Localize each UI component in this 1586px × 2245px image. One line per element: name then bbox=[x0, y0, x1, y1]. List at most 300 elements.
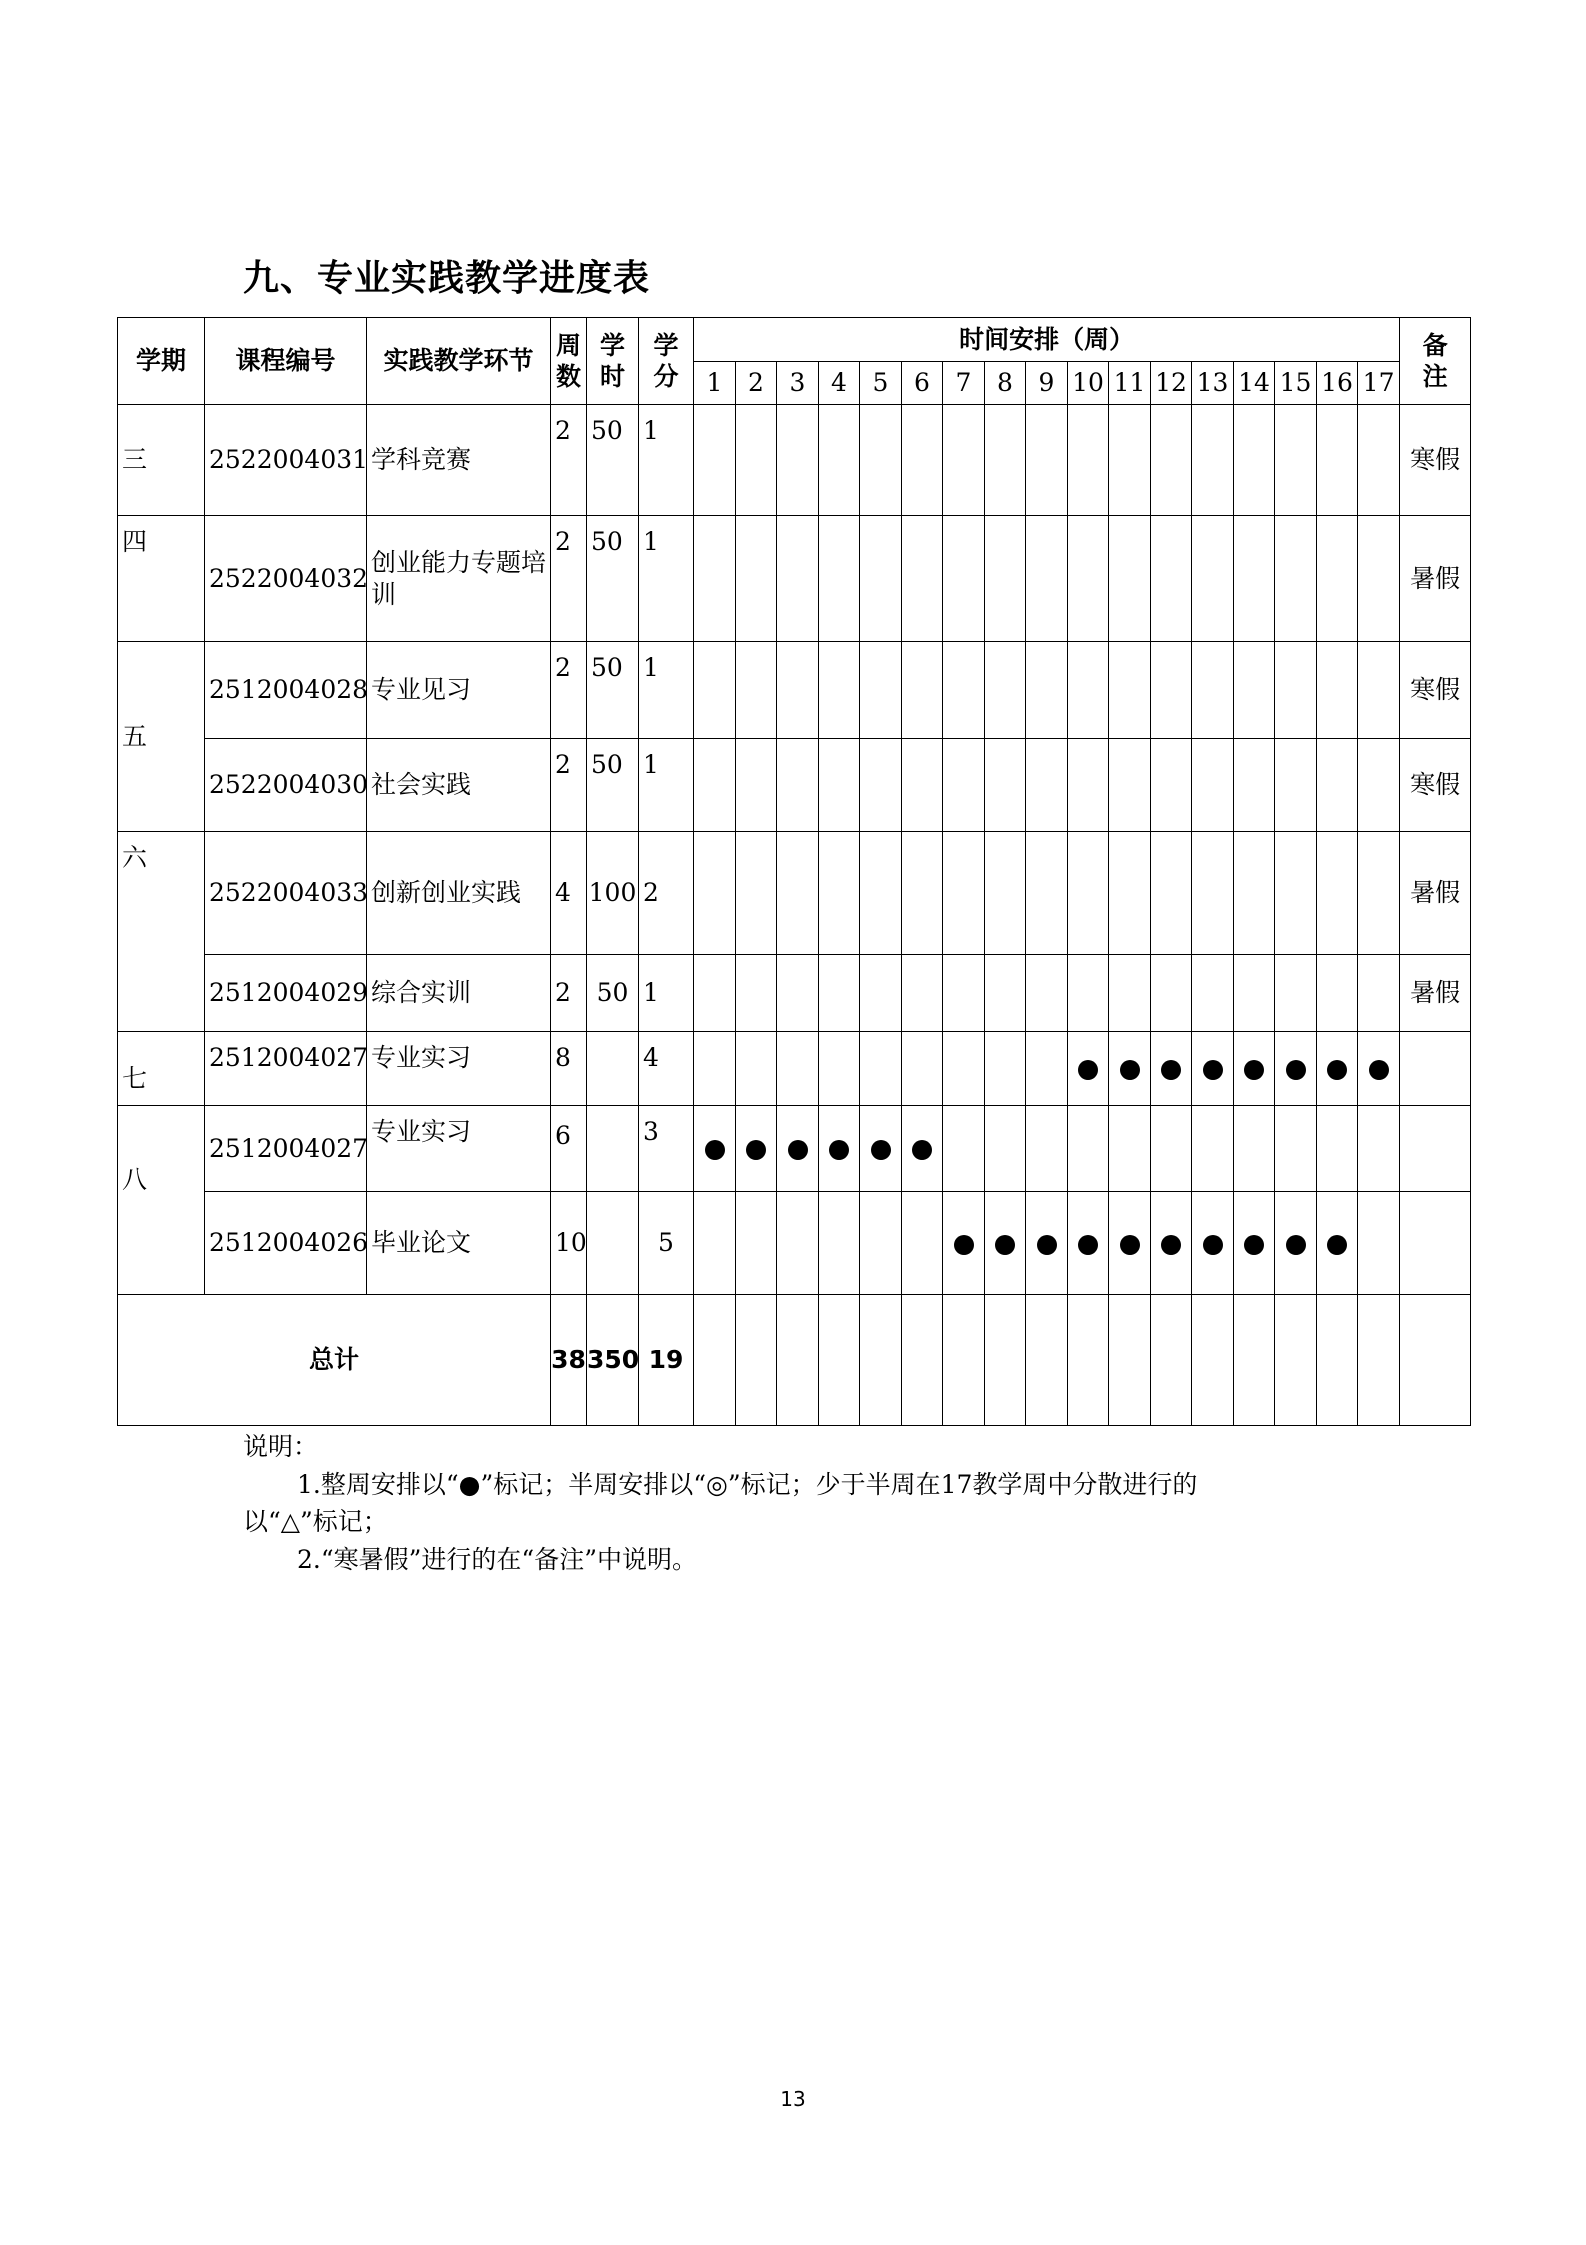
total-hours: 350 bbox=[587, 1295, 639, 1426]
week-cell bbox=[694, 516, 736, 642]
week-cell bbox=[943, 405, 985, 516]
week-cell bbox=[777, 1295, 819, 1426]
full-week-dot-icon bbox=[954, 1235, 974, 1255]
week-cell bbox=[985, 1106, 1026, 1192]
week-cell bbox=[860, 642, 902, 739]
week-cell bbox=[1151, 516, 1192, 642]
week-cell bbox=[1234, 739, 1275, 832]
week-cell bbox=[860, 1106, 902, 1192]
week-cell bbox=[985, 516, 1026, 642]
table-row bbox=[118, 832, 1471, 955]
remark-cell: 暑假 bbox=[1400, 955, 1471, 1032]
week-cell bbox=[1151, 955, 1192, 1032]
week-cell bbox=[1317, 1295, 1358, 1426]
credits-cell: 1 bbox=[639, 955, 694, 1032]
notes-section bbox=[243, 1428, 1403, 1578]
week-cell bbox=[1275, 832, 1317, 955]
week-cell bbox=[860, 1032, 902, 1106]
week-cell bbox=[777, 739, 819, 832]
week-cell bbox=[1358, 1295, 1400, 1426]
week-cell bbox=[1317, 739, 1358, 832]
week-cell bbox=[1026, 405, 1068, 516]
full-week-dot-icon bbox=[1203, 1235, 1223, 1255]
week-cell bbox=[1109, 1032, 1151, 1106]
week-cell bbox=[736, 1192, 777, 1295]
week-cell bbox=[736, 955, 777, 1032]
full-week-dot-icon bbox=[1244, 1060, 1264, 1080]
week-cell bbox=[1234, 642, 1275, 739]
week-cell bbox=[1358, 1192, 1400, 1295]
week-cell bbox=[1234, 955, 1275, 1032]
week-cell bbox=[985, 1295, 1026, 1426]
week-cell bbox=[985, 642, 1026, 739]
week-cell bbox=[1109, 405, 1151, 516]
remark-cell bbox=[1400, 1106, 1471, 1192]
total-label: 总计 bbox=[118, 1295, 551, 1426]
course-code-cell: 2512004027 bbox=[205, 1106, 367, 1192]
week-cell bbox=[860, 832, 902, 955]
week-cell bbox=[985, 1192, 1026, 1295]
week-cell bbox=[1192, 739, 1234, 832]
week-cell bbox=[777, 1106, 819, 1192]
full-week-dot-icon bbox=[1161, 1060, 1181, 1080]
remark-cell: 暑假 bbox=[1400, 832, 1471, 955]
semester-cell: 七 bbox=[118, 1032, 205, 1106]
week-cell bbox=[1151, 1106, 1192, 1192]
week-number: 6 bbox=[902, 362, 943, 405]
week-number: 9 bbox=[1026, 362, 1068, 405]
week-cell bbox=[1026, 739, 1068, 832]
total-row bbox=[118, 1295, 1471, 1426]
week-cell bbox=[1358, 1032, 1400, 1106]
week-cell bbox=[1109, 832, 1151, 955]
hours-cell bbox=[587, 1192, 639, 1295]
week-cell bbox=[694, 1295, 736, 1426]
credits-cell: 1 bbox=[639, 642, 694, 739]
week-number: 13 bbox=[1192, 362, 1234, 405]
week-cell bbox=[1234, 1106, 1275, 1192]
week-cell bbox=[1358, 955, 1400, 1032]
remark-cell bbox=[1400, 1192, 1471, 1295]
table-row bbox=[118, 955, 1471, 1032]
week-cell bbox=[902, 1192, 943, 1295]
remark-cell: 寒假 bbox=[1400, 739, 1471, 832]
week-cell bbox=[1192, 516, 1234, 642]
week-cell bbox=[1275, 1032, 1317, 1106]
week-cell bbox=[1068, 1106, 1109, 1192]
week-cell bbox=[1317, 955, 1358, 1032]
hours-cell bbox=[587, 1032, 639, 1106]
full-week-dot-icon bbox=[871, 1140, 891, 1160]
week-cell bbox=[1358, 739, 1400, 832]
full-week-dot-icon bbox=[1078, 1060, 1098, 1080]
week-cell bbox=[902, 832, 943, 955]
week-cell bbox=[1151, 1295, 1192, 1426]
full-week-dot-icon bbox=[912, 1140, 932, 1160]
week-cell bbox=[902, 1295, 943, 1426]
week-cell bbox=[1026, 1106, 1068, 1192]
header-schedule: 时间安排（周） bbox=[694, 318, 1400, 362]
course-code-cell: 2512004027 bbox=[205, 1032, 367, 1106]
week-cell bbox=[1234, 516, 1275, 642]
header-semester: 学期 bbox=[118, 318, 205, 405]
table-row bbox=[118, 516, 1471, 642]
full-week-dot-icon bbox=[1161, 1235, 1181, 1255]
remark-cell: 寒假 bbox=[1400, 405, 1471, 516]
week-cell bbox=[1192, 1192, 1234, 1295]
week-cell bbox=[1317, 1106, 1358, 1192]
practice-link-cell: 专业实习 bbox=[367, 1106, 551, 1192]
week-cell bbox=[1317, 1192, 1358, 1295]
week-cell bbox=[1151, 1032, 1192, 1106]
week-cell bbox=[736, 1032, 777, 1106]
week-cell bbox=[1275, 642, 1317, 739]
remark-cell: 暑假 bbox=[1400, 516, 1471, 642]
week-cell bbox=[694, 642, 736, 739]
full-week-dot-icon bbox=[1037, 1235, 1057, 1255]
week-cell bbox=[777, 642, 819, 739]
week-cell bbox=[694, 832, 736, 955]
practice-link-cell: 学科竞赛 bbox=[367, 405, 551, 516]
note-line-2: 2.“寒暑假”进行的在“备注”中说明。 bbox=[297, 1544, 697, 1574]
remark-cell: 寒假 bbox=[1400, 642, 1471, 739]
hours-cell: 50 bbox=[587, 642, 639, 739]
week-number: 11 bbox=[1109, 362, 1151, 405]
week-cell bbox=[1026, 1295, 1068, 1426]
practice-link-cell: 专业实习 bbox=[367, 1032, 551, 1106]
week-cell bbox=[819, 1106, 860, 1192]
week-cell bbox=[1068, 516, 1109, 642]
full-week-dot-icon bbox=[1327, 1235, 1347, 1255]
week-cell bbox=[902, 642, 943, 739]
week-number: 10 bbox=[1068, 362, 1109, 405]
full-week-dot-icon bbox=[1203, 1060, 1223, 1080]
week-cell bbox=[1068, 1032, 1109, 1106]
week-cell bbox=[860, 1295, 902, 1426]
week-cell bbox=[943, 1192, 985, 1295]
course-code-cell: 2522004032 bbox=[205, 516, 367, 642]
credits-cell: 4 bbox=[639, 1032, 694, 1106]
week-cell bbox=[1317, 405, 1358, 516]
table-row bbox=[118, 1192, 1471, 1295]
total-weeks: 38 bbox=[551, 1295, 587, 1426]
week-cell bbox=[1151, 739, 1192, 832]
week-cell bbox=[1192, 955, 1234, 1032]
week-cell bbox=[1109, 739, 1151, 832]
table-row bbox=[118, 405, 1471, 516]
week-cell bbox=[985, 832, 1026, 955]
weeks-cell: 2 bbox=[551, 405, 587, 516]
week-cell bbox=[1317, 516, 1358, 642]
week-cell bbox=[1275, 739, 1317, 832]
week-cell bbox=[1026, 516, 1068, 642]
week-cell bbox=[943, 1106, 985, 1192]
week-number: 16 bbox=[1317, 362, 1358, 405]
week-cell bbox=[1026, 1032, 1068, 1106]
week-number: 1 bbox=[694, 362, 736, 405]
full-week-dot-icon bbox=[1120, 1235, 1140, 1255]
weeks-cell: 8 bbox=[551, 1032, 587, 1106]
header-hours: 学时 bbox=[587, 318, 639, 405]
header-credits: 学分 bbox=[639, 318, 694, 405]
week-cell bbox=[902, 955, 943, 1032]
hours-cell: 50 bbox=[587, 955, 639, 1032]
week-cell bbox=[1234, 1032, 1275, 1106]
week-cell bbox=[1068, 1192, 1109, 1295]
week-cell bbox=[694, 1032, 736, 1106]
credits-cell: 1 bbox=[639, 739, 694, 832]
week-cell bbox=[1151, 832, 1192, 955]
week-cell bbox=[1358, 405, 1400, 516]
week-cell bbox=[1275, 1192, 1317, 1295]
week-cell bbox=[694, 739, 736, 832]
week-cell bbox=[860, 405, 902, 516]
week-cell bbox=[736, 1295, 777, 1426]
week-cell bbox=[1109, 1106, 1151, 1192]
table-row bbox=[118, 1106, 1471, 1192]
week-cell bbox=[860, 1192, 902, 1295]
full-week-dot-icon bbox=[705, 1140, 725, 1160]
note-line-1: 1.整周安排以“●”标记；半周安排以“◎”标记；少于半周在17教学周中分散进行的 bbox=[297, 1469, 1198, 1499]
week-cell bbox=[819, 516, 860, 642]
credits-cell: 2 bbox=[639, 832, 694, 955]
week-cell bbox=[1192, 1295, 1234, 1426]
course-code-cell: 2512004029 bbox=[205, 955, 367, 1032]
week-number: 8 bbox=[985, 362, 1026, 405]
page-number: 13 bbox=[780, 2087, 806, 2111]
semester-cell: 三 bbox=[118, 405, 205, 516]
week-cell bbox=[1192, 642, 1234, 739]
week-cell bbox=[943, 832, 985, 955]
week-cell bbox=[1151, 642, 1192, 739]
full-week-dot-icon bbox=[995, 1235, 1015, 1255]
week-cell bbox=[1275, 955, 1317, 1032]
total-credits: 19 bbox=[639, 1295, 694, 1426]
week-cell bbox=[1192, 1106, 1234, 1192]
week-number: 15 bbox=[1275, 362, 1317, 405]
week-cell bbox=[943, 642, 985, 739]
week-cell bbox=[777, 1192, 819, 1295]
week-cell bbox=[1358, 832, 1400, 955]
week-cell bbox=[860, 739, 902, 832]
week-cell bbox=[1275, 516, 1317, 642]
week-cell bbox=[1317, 832, 1358, 955]
credits-cell: 1 bbox=[639, 516, 694, 642]
week-cell bbox=[1234, 1192, 1275, 1295]
week-cell bbox=[736, 739, 777, 832]
remark-cell bbox=[1400, 1295, 1471, 1426]
table-row bbox=[118, 739, 1471, 832]
week-cell bbox=[1068, 1295, 1109, 1426]
week-cell bbox=[736, 642, 777, 739]
full-week-dot-icon bbox=[829, 1140, 849, 1160]
week-cell bbox=[1317, 1032, 1358, 1106]
week-cell bbox=[777, 832, 819, 955]
week-cell bbox=[985, 405, 1026, 516]
header-weeks: 周数 bbox=[551, 318, 587, 405]
hours-cell: 50 bbox=[587, 405, 639, 516]
header-remark: 备注 bbox=[1400, 318, 1471, 405]
week-cell bbox=[985, 739, 1026, 832]
week-cell bbox=[902, 1106, 943, 1192]
week-number: 5 bbox=[860, 362, 902, 405]
week-cell bbox=[1109, 642, 1151, 739]
week-cell bbox=[902, 739, 943, 832]
hours-cell: 50 bbox=[587, 739, 639, 832]
week-cell bbox=[1068, 405, 1109, 516]
week-number: 14 bbox=[1234, 362, 1275, 405]
week-cell bbox=[1109, 955, 1151, 1032]
practice-schedule-table bbox=[117, 317, 1471, 1426]
week-cell bbox=[1275, 405, 1317, 516]
note-line-1-cont: 以“△”标记； bbox=[243, 1507, 388, 1536]
week-cell bbox=[777, 405, 819, 516]
week-cell bbox=[819, 1295, 860, 1426]
hours-cell: 50 bbox=[587, 516, 639, 642]
credits-cell: 5 bbox=[639, 1192, 694, 1295]
week-number: 7 bbox=[943, 362, 985, 405]
week-number: 3 bbox=[777, 362, 819, 405]
week-cell bbox=[1109, 1192, 1151, 1295]
week-cell bbox=[902, 405, 943, 516]
week-cell bbox=[1275, 1106, 1317, 1192]
week-cell bbox=[1358, 516, 1400, 642]
week-cell bbox=[819, 739, 860, 832]
week-cell bbox=[943, 1295, 985, 1426]
week-cell bbox=[777, 1032, 819, 1106]
remark-cell bbox=[1400, 1032, 1471, 1106]
weeks-cell: 2 bbox=[551, 642, 587, 739]
table-row bbox=[118, 1032, 1471, 1106]
week-cell bbox=[1234, 832, 1275, 955]
week-cell bbox=[1109, 516, 1151, 642]
week-cell bbox=[1026, 1192, 1068, 1295]
week-cell bbox=[694, 405, 736, 516]
semester-cell: 八 bbox=[118, 1106, 205, 1295]
course-code-cell: 2522004033 bbox=[205, 832, 367, 955]
full-week-dot-icon bbox=[1369, 1060, 1389, 1080]
week-cell bbox=[860, 955, 902, 1032]
week-cell bbox=[1026, 642, 1068, 739]
weeks-cell: 2 bbox=[551, 516, 587, 642]
week-cell bbox=[1151, 1192, 1192, 1295]
week-cell bbox=[1192, 1032, 1234, 1106]
semester-cell: 四 bbox=[118, 516, 205, 642]
week-cell bbox=[902, 516, 943, 642]
week-cell bbox=[1068, 739, 1109, 832]
week-cell bbox=[777, 955, 819, 1032]
semester-cell: 六 bbox=[118, 832, 205, 1032]
week-cell bbox=[1358, 642, 1400, 739]
week-cell bbox=[694, 1192, 736, 1295]
week-number: 12 bbox=[1151, 362, 1192, 405]
course-code-cell: 2522004031 bbox=[205, 405, 367, 516]
practice-link-cell: 毕业论文 bbox=[367, 1192, 551, 1295]
practice-link-cell: 专业见习 bbox=[367, 642, 551, 739]
week-cell bbox=[985, 1032, 1026, 1106]
header-course-code: 课程编号 bbox=[205, 318, 367, 405]
weeks-cell: 4 bbox=[551, 832, 587, 955]
full-week-dot-icon bbox=[1286, 1235, 1306, 1255]
week-cell bbox=[902, 1032, 943, 1106]
full-week-dot-icon bbox=[1327, 1060, 1347, 1080]
week-cell bbox=[943, 955, 985, 1032]
table-row bbox=[118, 642, 1471, 739]
course-code-cell: 2512004028 bbox=[205, 642, 367, 739]
week-cell bbox=[860, 516, 902, 642]
week-cell bbox=[943, 1032, 985, 1106]
week-cell bbox=[1192, 405, 1234, 516]
weeks-cell: 2 bbox=[551, 739, 587, 832]
full-week-dot-icon bbox=[1078, 1235, 1098, 1255]
week-cell bbox=[1317, 642, 1358, 739]
week-cell bbox=[1026, 955, 1068, 1032]
full-week-dot-icon bbox=[788, 1140, 808, 1160]
week-cell bbox=[1026, 832, 1068, 955]
week-number: 17 bbox=[1358, 362, 1400, 405]
week-cell bbox=[1275, 1295, 1317, 1426]
week-cell bbox=[1234, 1295, 1275, 1426]
week-cell bbox=[1068, 955, 1109, 1032]
hours-cell bbox=[587, 1106, 639, 1192]
full-week-dot-icon bbox=[1244, 1235, 1264, 1255]
weeks-cell: 10 bbox=[551, 1192, 587, 1295]
full-week-dot-icon bbox=[1120, 1060, 1140, 1080]
week-cell bbox=[1358, 1106, 1400, 1192]
week-cell bbox=[943, 516, 985, 642]
week-cell bbox=[736, 405, 777, 516]
week-cell bbox=[819, 832, 860, 955]
week-cell bbox=[777, 516, 819, 642]
week-cell bbox=[985, 955, 1026, 1032]
week-cell bbox=[1192, 832, 1234, 955]
practice-link-cell: 创新创业实践 bbox=[367, 832, 551, 955]
full-week-dot-icon bbox=[1286, 1060, 1306, 1080]
week-cell bbox=[694, 1106, 736, 1192]
week-cell bbox=[819, 405, 860, 516]
semester-cell: 五 bbox=[118, 642, 205, 832]
practice-link-cell: 社会实践 bbox=[367, 739, 551, 832]
credits-cell: 3 bbox=[639, 1106, 694, 1192]
week-cell bbox=[1151, 405, 1192, 516]
week-cell bbox=[736, 1106, 777, 1192]
full-week-dot-icon bbox=[746, 1140, 766, 1160]
weeks-cell: 6 bbox=[551, 1106, 587, 1192]
week-cell bbox=[1109, 1295, 1151, 1426]
hours-cell: 100 bbox=[587, 832, 639, 955]
week-cell bbox=[819, 1032, 860, 1106]
practice-link-cell: 综合实训 bbox=[367, 955, 551, 1032]
practice-link-cell: 创业能力专题培训 bbox=[367, 516, 551, 642]
week-cell bbox=[943, 739, 985, 832]
header-practice-link: 实践教学环节 bbox=[367, 318, 551, 405]
week-cell bbox=[1234, 405, 1275, 516]
course-code-cell: 2512004026 bbox=[205, 1192, 367, 1295]
week-cell bbox=[819, 1192, 860, 1295]
page-title: 九、专业实践教学进度表 bbox=[243, 258, 651, 299]
week-cell bbox=[819, 642, 860, 739]
week-cell bbox=[1068, 642, 1109, 739]
course-code-cell: 2522004030 bbox=[205, 739, 367, 832]
week-cell bbox=[736, 832, 777, 955]
notes-heading: 说明： bbox=[243, 1432, 319, 1461]
week-cell bbox=[694, 955, 736, 1032]
week-number: 4 bbox=[819, 362, 860, 405]
week-cell bbox=[736, 516, 777, 642]
week-cell bbox=[819, 955, 860, 1032]
weeks-cell: 2 bbox=[551, 955, 587, 1032]
week-cell bbox=[1068, 832, 1109, 955]
